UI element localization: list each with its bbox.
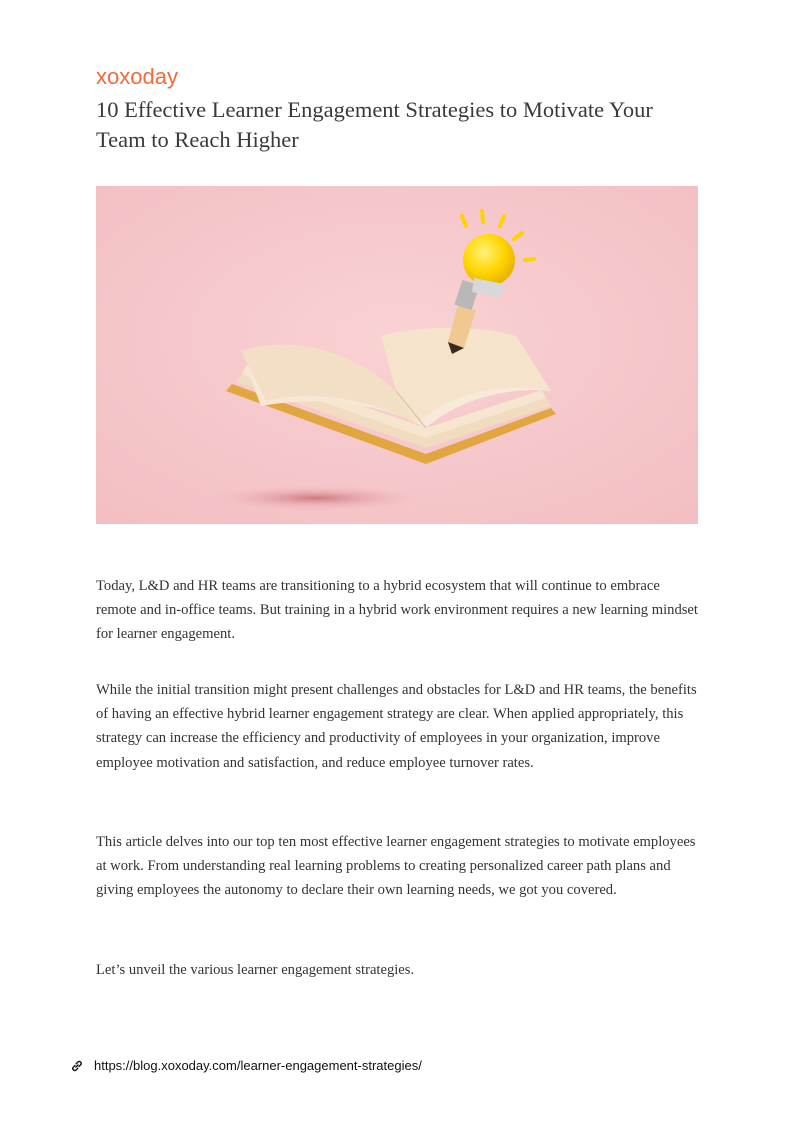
source-footer (70, 1058, 422, 1073)
closing-paragraph: Let’s unveil the various learner engagement strategies. (96, 962, 415, 978)
overview-paragraph: This article delves into our top ten most effective learner engagement strategies to motivate employees at work. From understanding real learning problems to creating personalized career path plans and giving employees the autonomy to declare their own learning needs, we got you covered. (96, 834, 696, 899)
benefits-paragraph: While the initial transition might present challenges and obstacles for L&D and HR teams, the benefits of having an effective hybrid learner engagement strategy are clear. When applied appropriately, this strategy can increase the efficiency and productivity of employees in your organization, improve employee motivation and satisfaction, and reduce employee turnover rates. (96, 682, 697, 771)
brand-logo[interactable] (96, 64, 196, 97)
svg-text:xoxoday: xoxoday (96, 64, 178, 89)
xoxoday-logo (96, 64, 196, 92)
article-title: 10 Effective Learner Engagement Strategies to Motivate Your Team to Reach Higher (96, 97, 653, 152)
source-url-link[interactable]: https://blog.xoxoday.com/learner-engagement-strategies/ (94, 1058, 422, 1073)
link-icon (70, 1059, 84, 1073)
hero-image (96, 186, 698, 524)
intro-paragraph: Today, L&D and HR teams are transitioning to a hybrid ecosystem that will continue to embrace remote and in-office teams. But training in a hybrid work environment requires a new learning mindset for learner engagement. (96, 578, 698, 643)
